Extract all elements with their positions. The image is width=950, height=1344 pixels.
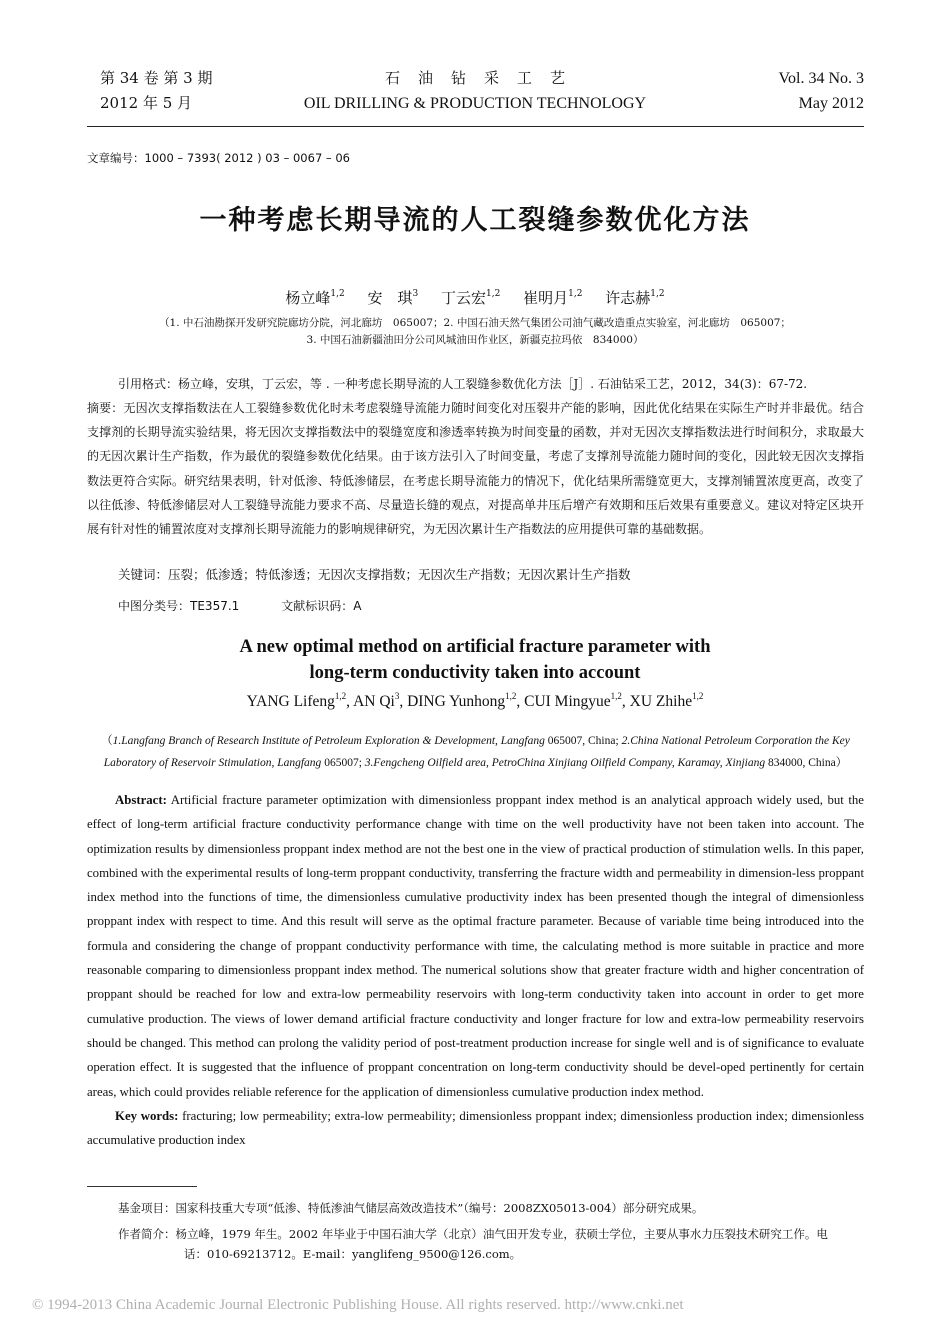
abstract-cn-label: 摘要： xyxy=(87,401,124,415)
bio-text-2: 话：010-69213712。E-mail：yanglifeng_9500@126.com。 xyxy=(184,1247,522,1261)
author-en: CUI Mingyue$^{1,2}$, xyxy=(524,691,630,710)
abstract-cn xyxy=(87,396,864,541)
funding-label: 基金项目： xyxy=(118,1201,176,1215)
keywords-en-text: fracturing; low permeability; extra-low permeability; dimensionless proppant index; dimensionless production index; dimensionless accumulative production index xyxy=(87,1108,864,1148)
keywords-en xyxy=(87,1104,864,1153)
journal-name xyxy=(250,66,700,116)
title-cn: 一种考虑长期导流的人工裂缝参数优化方法 xyxy=(199,205,751,236)
journal-name-cn: 石油钻采工艺 xyxy=(384,69,583,87)
clc-label: 中图分类号： xyxy=(118,599,191,613)
affiliation-en: （1.Langfang Branch of Research Institute of Petroleum Exploration & Development, Langfang 065007, China; 2.China National Petroleum Corporation the Key Laboratory of Reservoir Stimulation, Langfang 065007; 3.Fengcheng Oilfield area, PetroChina Xinjiang Oilfield Company, Karamay, Xinjiang 834000, China） xyxy=(101,735,850,769)
authors-en xyxy=(0,691,950,711)
volume-issue-cn: 第 34 卷 第 3 期 xyxy=(100,69,213,87)
funding-note xyxy=(118,1198,868,1218)
author-cn: 丁云宏$^{1,2}$ xyxy=(441,289,501,307)
abstract-en-paragraph xyxy=(87,788,864,1104)
authors-cn xyxy=(0,287,950,308)
author-en: DING Yunhong$^{1,2}$, xyxy=(407,691,525,710)
abstract-en-label: Abstract: xyxy=(115,793,167,807)
title-en xyxy=(0,634,950,686)
bio-label: 作者简介： xyxy=(118,1227,176,1241)
article-number: 文章编号：1000 – 7393( 2012 ) 03 – 0067 – 06 xyxy=(87,151,350,165)
keywords-en-label: Key words: xyxy=(115,1108,179,1123)
header-rule xyxy=(87,126,864,127)
clc-value: TE357.1 xyxy=(190,599,240,613)
title-en-line-1: A new optimal method on artificial fracture parameter with xyxy=(239,637,711,657)
abstract-en-text: Artificial fracture parameter optimization with dimensionless proppant index method is an analytical approach widely used, but the effect of long-term artificial fracture conductivity performance change with time on the well productivity have not been taken into account. The optimization results by dimensionless proppant index method are not the best one in the view of practical production of stimulation wells. In this paper, combined with the experimental results of long-term proppant conductivity, transferring the fracture width and permeability in dimension-less proppant index method into the functions of time, the dimensionless cumulative productivity index has been presented though the integral of dimensionless proppant index with respect to time. And this result will serve as the optimal fracture parameter. Because of variable time being introduced into the formula and considering the change of proppant conductivity performance with time, the calculating method is more suitable in practice and more reasonable comparing to dimensionless proppant index method. The numerical solutions show that greater fracture width and higher concentration of proppant should be reached for low and extra-low permeability reservoirs with long-term conductivity taken into account in order to get more cumulative production. The views of lower demand artificial fracture conductivity and longer fracture for low and extra-low permeability reservoirs should be changed. This method can prolong the validity period of post-treatment production increase for single well and is of significance to evaluate operation effect. It is suggested that the influence of proppant concentration on long-term conductivity should be devel-oped pertinently for certain areas, which could provides reliable reference for the application of dimensionless cumulative production index method. xyxy=(87,793,864,1099)
copyright-notice: © 1994-2013 China Academic Journal Electronic Publishing House. All rights reserved. http://www.cnki.net xyxy=(32,1297,684,1313)
author-en: YANG Lifeng$^{1,2}$, xyxy=(246,691,354,710)
author-cn: 安 琪$^3$ xyxy=(367,289,419,307)
author-cn: 杨立峰$^{1,2}$ xyxy=(285,289,345,307)
author-en: AN Qi$^3$, xyxy=(353,691,408,710)
footnote-rule xyxy=(87,1186,197,1187)
author-cn: 崔明月$^{1,2}$ xyxy=(523,289,583,307)
affiliation-cn-line-2: 3. 中国石油新疆油田分公司风城油田作业区，新疆克拉玛依 834000） xyxy=(306,334,644,346)
header-volume-en xyxy=(779,66,865,116)
author-en: XU Zhihe$^{1,2}$ xyxy=(629,691,704,710)
doc-code-label: 文献标识码： xyxy=(281,599,354,613)
journal-name-en: OIL DRILLING & PRODUCTION TECHNOLOGY xyxy=(303,95,647,112)
doc-code-value: A xyxy=(353,599,362,613)
author-bio xyxy=(118,1224,868,1264)
date-en: May 2012 xyxy=(798,95,864,112)
citation: 引用格式：杨立峰，安琪，丁云宏，等 . 一种考虑长期导流的人工裂缝参数优化方法［J］. 石油钻采工艺，2012，34(3)：67-72. xyxy=(118,377,808,391)
abstract-cn-text: 无因次支撑指数法在人工裂缝参数优化时未考虑裂缝导流能力随时间变化对压裂井产能的影响，因此优化结果在实际生产时并非最优。结合支撑剂的长期导流实验结果，将无因次支撑指数法中的裂缝宽度和渗透率转换为时间变量的函数，并对无因次支撑指数法进行时间积分，求取最大的无因次累计生产指数，作为最优的裂缝参数优化结果。由于该方法引入了时间变量，考虑了支撑剂导流能力随时间的变化，因此较无因次支撑指数法更符合实际。研究结果表明，针对低渗、特低渗储层，在考虑长期导流能力的情况下，优化结果所需缝宽更大，支撑剂铺置浓度更高，改变了以往低渗、特低渗储层对人工裂缝导流能力要求不高、尽量造长缝的观点，对提高单井压后增产有效期和压后效果有重要意义。建议对特定区块开展有针对性的铺置浓度对支撑剂长期导流能力的影响规律研究，为无因次累计生产指数法的应用提供可靠的基础数据。 xyxy=(87,401,864,537)
classification xyxy=(118,597,362,614)
date-cn: 2012 年 5 月 xyxy=(100,94,193,112)
header-volume-cn xyxy=(100,66,212,116)
keywords-cn: 关键词：压裂；低渗透；特低渗透；无因次支撑指数；无因次生产指数；无因次累计生产指数 xyxy=(118,567,631,582)
bio-text-1: 杨立峰，1979 年生。2002 年毕业于中国石油大学（北京）油气田开发专业，获硕士学位，主要从事水力压裂技术研究工作。电 xyxy=(175,1227,828,1241)
title-en-line-2: long-term conductivity taken into account xyxy=(309,663,641,683)
author-cn: 许志赫$^{1,2}$ xyxy=(605,289,665,307)
funding-text: 国家科技重大专项“低渗、特低渗油气储层高效改造技术”（编号：2008ZX05013-004）部分研究成果。 xyxy=(175,1201,704,1215)
volume-issue-en: Vol. 34 No. 3 xyxy=(778,70,864,87)
affiliation-cn-line-1: （1. 中石油勘探开发研究院廊坊分院，河北廊坊 065007；2. 中国石油天然气集团公司油气藏改造重点实验室，河北廊坊 065007； xyxy=(159,317,791,329)
abstract-en xyxy=(87,788,864,1152)
